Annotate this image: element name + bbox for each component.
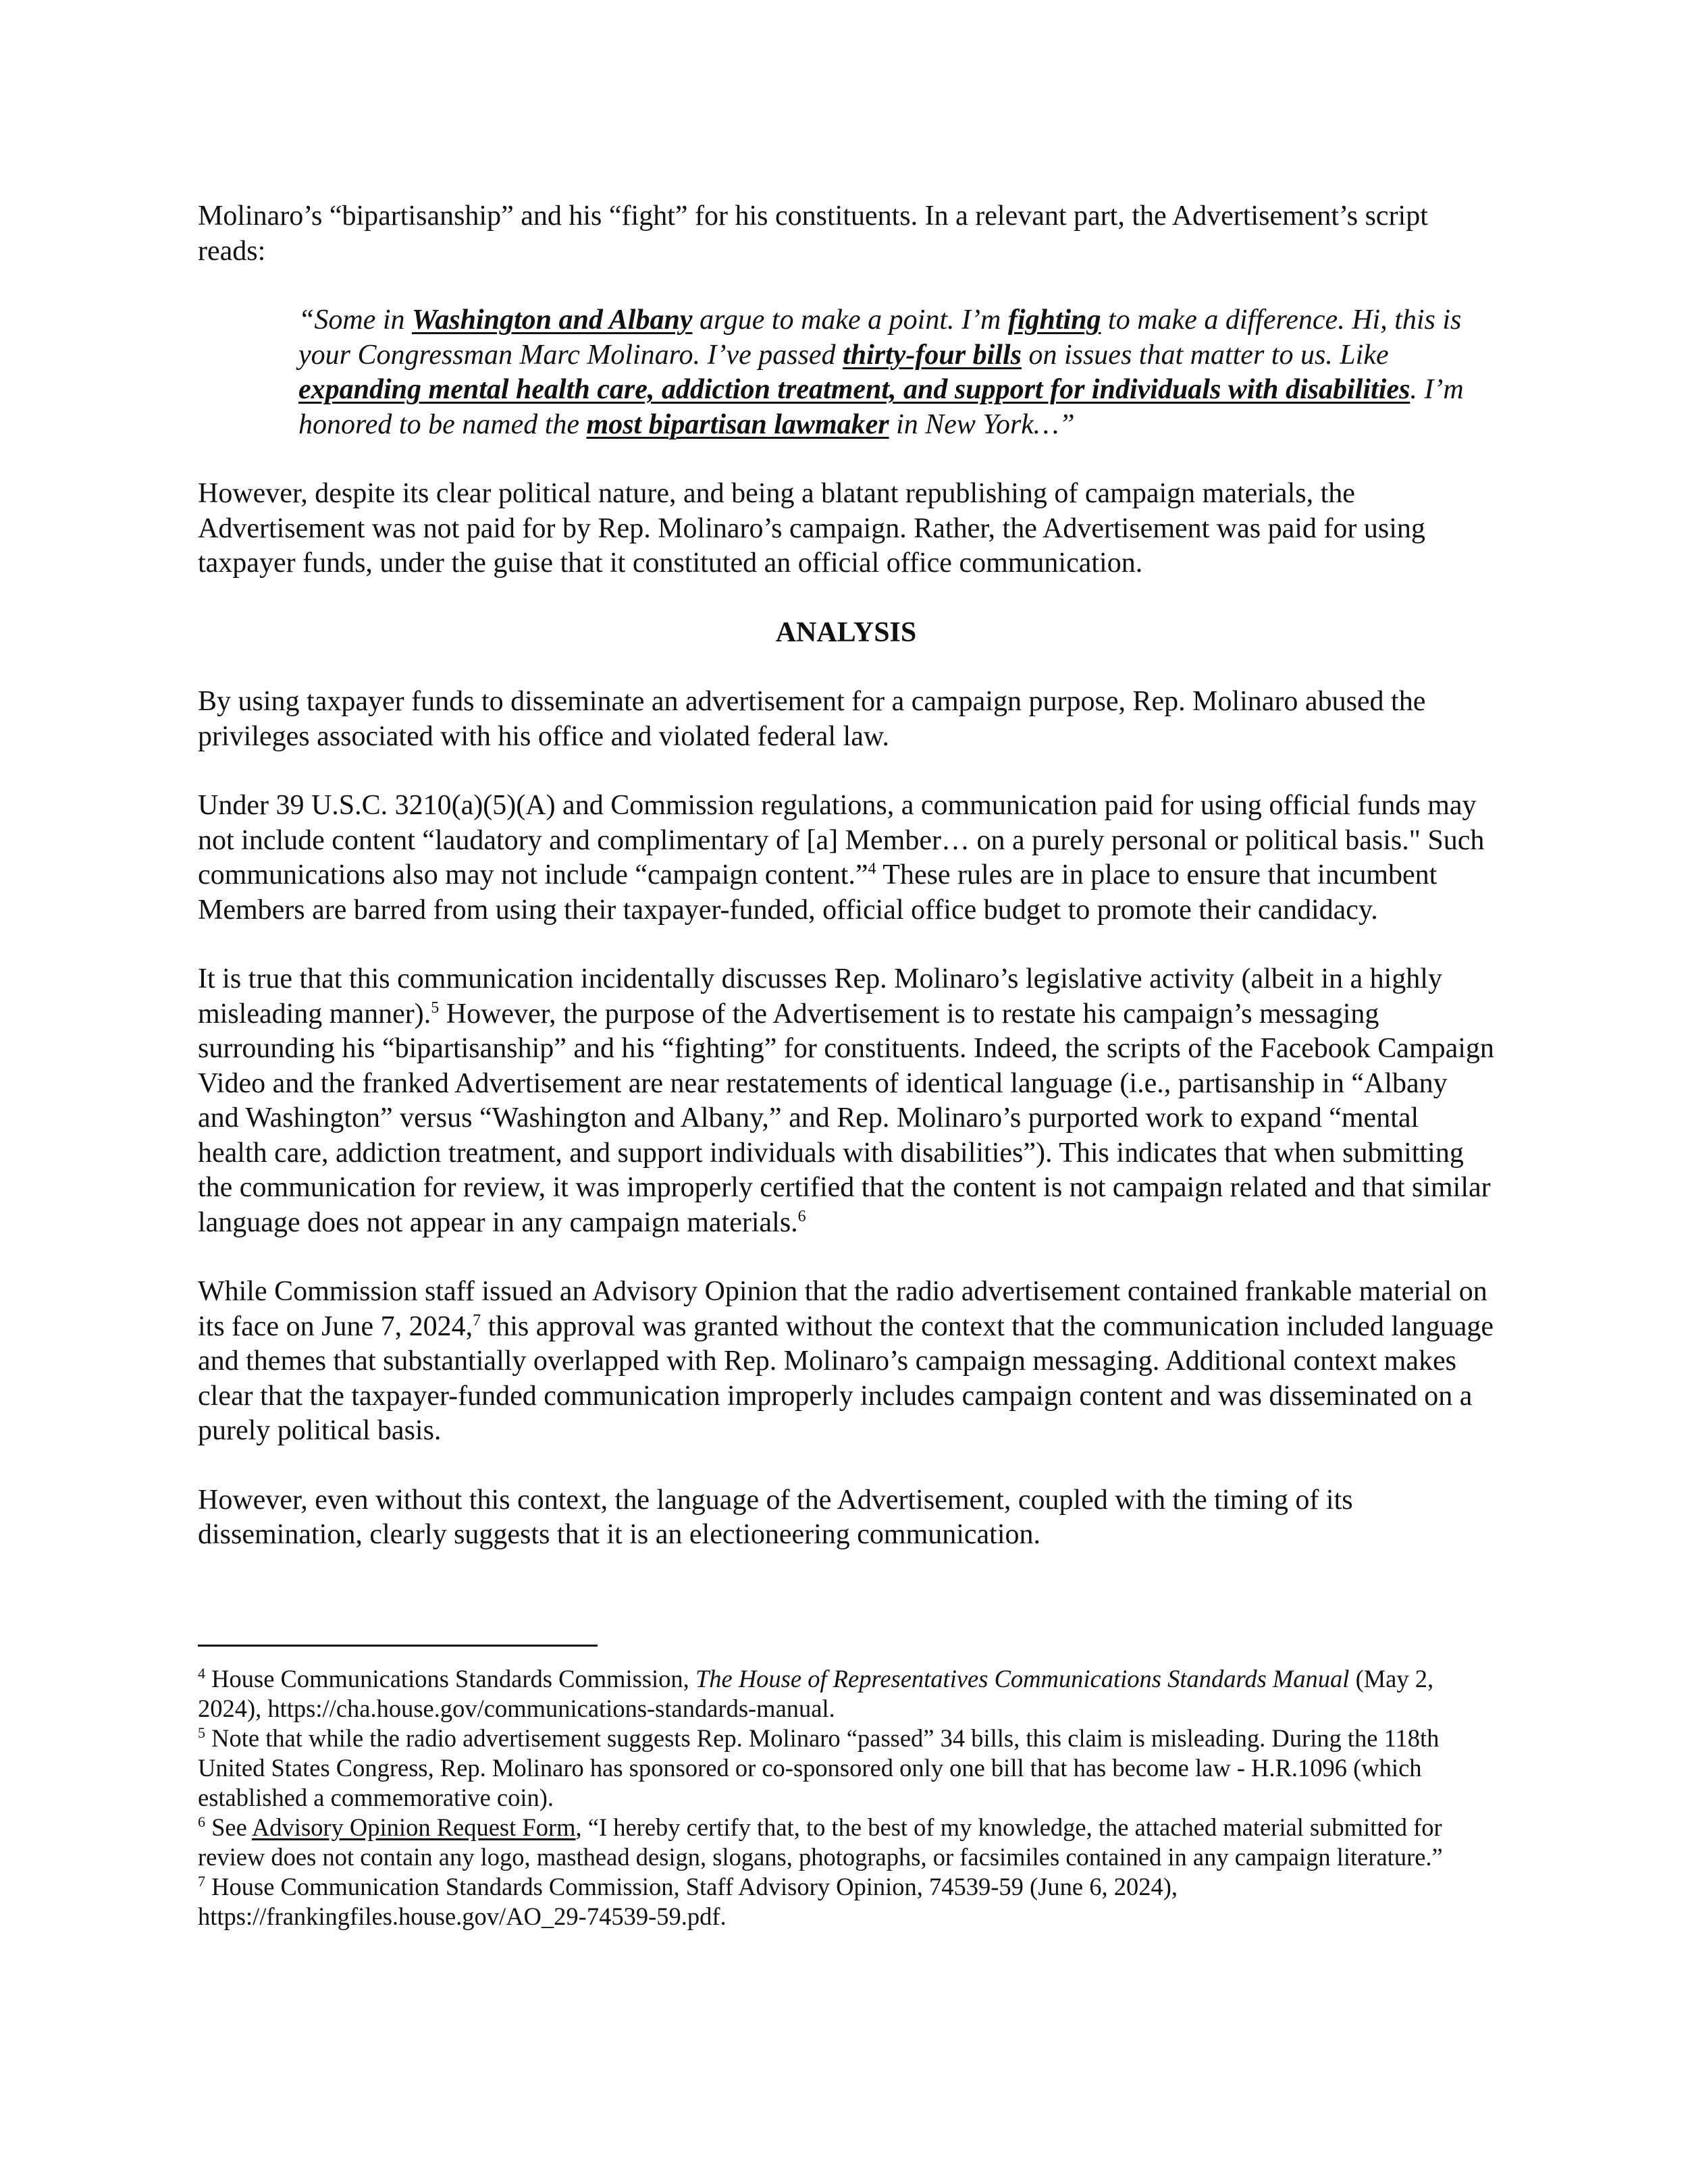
advertisement-script-quote: “Some in Washington and Albany argue to make a point. I’m fighting to make a difference. Hi, this is your Congressman Marc Molinaro. I’ve passed thirty-four bills on issues that matter to us. Like expanding mental health care, addiction treatment, and support for individuals with disabilities. I’m honored to be named the most bipartisan lawmaker in New York…” [298, 304, 1464, 440]
footnote-ref-5: 5 [431, 998, 440, 1017]
quote-emphasis-bipartisan: most bipartisan lawmaker [586, 408, 889, 440]
footnotes [198, 1664, 1501, 1932]
funding-paragraph: However, despite its clear political nature, and being a blatant republishing of campaign materials, the Advertisement was not paid for by Rep. Molinaro’s campaign. Rather, the Advertisement was paid for using taxpayer funds, under the guise that it constituted an official office communication. [198, 478, 1425, 579]
conclusion-paragraph: However, even without this context, the language of the Advertisement, coupled with the timing of its dissemination, clearly suggests that it is an electioneering communication. [198, 1484, 1353, 1550]
usc-paragraph: Under 39 U.S.C. 3210(a)(5)(A) and Commission regulations, a communication paid for using official funds may not include content “laudatory and complimentary of [a] Member… on a purely personal or political basis." Such communications also may not include “campaign content.”$^4$ These rules are in place to ensure that incumbent Members are barred from using their taxpayer-funded, official office budget to promote their candidacy. [198, 790, 1485, 926]
abuse-paragraph: By using taxpayer funds to disseminate an advertisement for a campaign purpose, Rep. Molinaro abused the privileges associated with his office and violated federal law. [198, 686, 1426, 752]
footnote-ref-6: 6 [797, 1207, 806, 1225]
body-text [198, 199, 1494, 1553]
quote-emphasis-bills: thirty-four bills [843, 339, 1022, 371]
footnote-4: $^4$ House Communications Standards Commission, The House of Representatives Communications Standards Manual (May 2, 2024), https://cha.house.gov/communications-standards-manual. [198, 1664, 1434, 1722]
footnote-5: $^5$ Note that while the radio advertisement suggests Rep. Molinaro “passed” 34 bills, this claim is misleading. During the 118th United States Congress, Rep. Molinaro has sponsored or co-sponsored only one bill that has become law - H.R.1096 (which established a commemorative coin). [198, 1724, 1440, 1811]
quote-emphasis-washington-albany: Washington and Albany [412, 304, 693, 336]
footnote-separator [198, 1645, 598, 1647]
footnote-7: $^7$ House Communication Standards Commission, Staff Advisory Opinion, 74539-59 (June 6, 2024), https://frankingfiles.house.gov/AO_29-74539-59.pdf. [198, 1872, 1178, 1930]
analysis-heading: ANALYSIS [775, 616, 917, 648]
footnote-6: $^6$ See Advisory Opinion Request Form, “I hereby certify that, to the best of my knowledge, the attached material submitted for review does not contain any logo, masthead design, slogans, photographs, or facsimiles contained in any campaign literature.” [198, 1813, 1443, 1871]
manual-title: The House of Representatives Communications Standards Manual [695, 1665, 1350, 1693]
commission-paragraph: While Commission staff issued an Advisory Opinion that the radio advertisement contained frankable material on its face on June 7, 2024,$^7$ this approval was granted without the context that the communication included language and themes that substantially overlapped with Rep. Molinaro’s campaign messaging. Additional context makes clear that the taxpayer-funded communication improperly includes campaign content and was disseminated on a purely political basis. [198, 1276, 1494, 1446]
footnote-ref-4: 4 [868, 860, 876, 878]
footnote-ref-7: 7 [473, 1311, 481, 1329]
advisory-opinion-request-form-link[interactable]: Advisory Opinion Request Form [251, 1813, 576, 1841]
quote-emphasis-fighting: fighting [1007, 304, 1101, 336]
quote-emphasis-mental-health: expanding mental health care, addiction treatment, and support for individuals with disabilities [298, 374, 1410, 405]
incidental-paragraph: It is true that this communication incidentally discusses Rep. Molinaro’s legislative activity (albeit in a highly misleading manner).$^5$ However, the purpose of the Advertisement is to restate his campaign’s messaging surrounding his “bipartisanship” and his “fighting” for constituents. Indeed, the scripts of the Facebook Campaign Video and the franked Advertisement are near restatements of identical language (i.e., partisanship in “Albany and Washington” versus “Washington and Albany,” and Rep. Molinaro’s purported work to expand “mental health care, addiction treatment, and support individuals with disabilities”). This indicates that when submitting the communication for review, it was improperly certified that the content is not campaign related and that similar language does not appear in any campaign materials.$^6$ [198, 963, 1494, 1238]
intro-paragraph: Molinaro’s “bipartisanship” and his “fight” for his constituents. In a relevant part, the Advertisement’s script reads: [198, 201, 1428, 267]
